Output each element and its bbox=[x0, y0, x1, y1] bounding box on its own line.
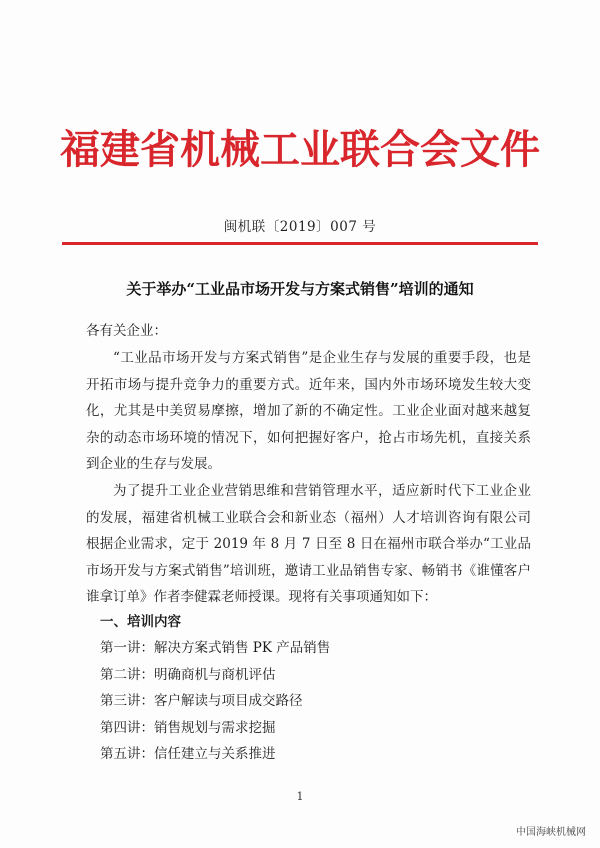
lecture-item-1: 第一讲：解决方案式销售 PK 产品销售 bbox=[100, 640, 331, 656]
header-divider bbox=[62, 242, 538, 245]
salutation: 各有关企业： bbox=[86, 323, 167, 339]
lecture-item-5: 第五讲：信任建立与关系推进 bbox=[100, 746, 276, 762]
notice-title: 关于举办“工业品市场开发与方案式销售”培训的通知 bbox=[126, 280, 474, 298]
org-header-title: 福建省机械工业联合会文件 bbox=[60, 126, 540, 173]
site-watermark: 中国海峡机械网 bbox=[516, 827, 586, 838]
section-heading-training-content: 一、培训内容 bbox=[100, 614, 181, 630]
body-paragraph-1: “工业品市场开发与方案式销售”是企业生存与发展的重要手段，也是开拓市场与提升竞争力的重要方式。近年来，国内外市场环境发生较大变化，尤其是中美贸易摩擦，增加了新的不确定性。工业企业面对越来越复杂的动态市场环境的情况下，如何把握好客户，抢占市场先机，直接关系到企业的生存与发展。 bbox=[86, 350, 531, 472]
document-number: 闽机联〔2019〕007 号 bbox=[223, 219, 377, 235]
lecture-item-2: 第二讲：明确商机与商机评估 bbox=[100, 666, 276, 683]
lecture-list bbox=[100, 635, 330, 768]
page-number: 1 bbox=[296, 790, 304, 803]
lecture-item-4: 第四讲：销售规划与需求挖掘 bbox=[100, 719, 276, 736]
lecture-item-3: 第三讲：客户解读与项目成交路径 bbox=[100, 693, 303, 709]
body-paragraph-2: 为了提升工业企业营销思维和营销管理水平，适应新时代下工业企业的发展，福建省机械工业联合会和新业态（福州）人才培训咨询有限公司根据企业需求，定于 2019 年 8 月 7 日至 8 日在福州市联合举办“工业品市场开发与方案式销售”培训班，邀请工业品销售专家、畅销书《谁懂客户谁拿订单》作者李健霖老师授课。现将有关事项通知如下： bbox=[86, 483, 531, 605]
